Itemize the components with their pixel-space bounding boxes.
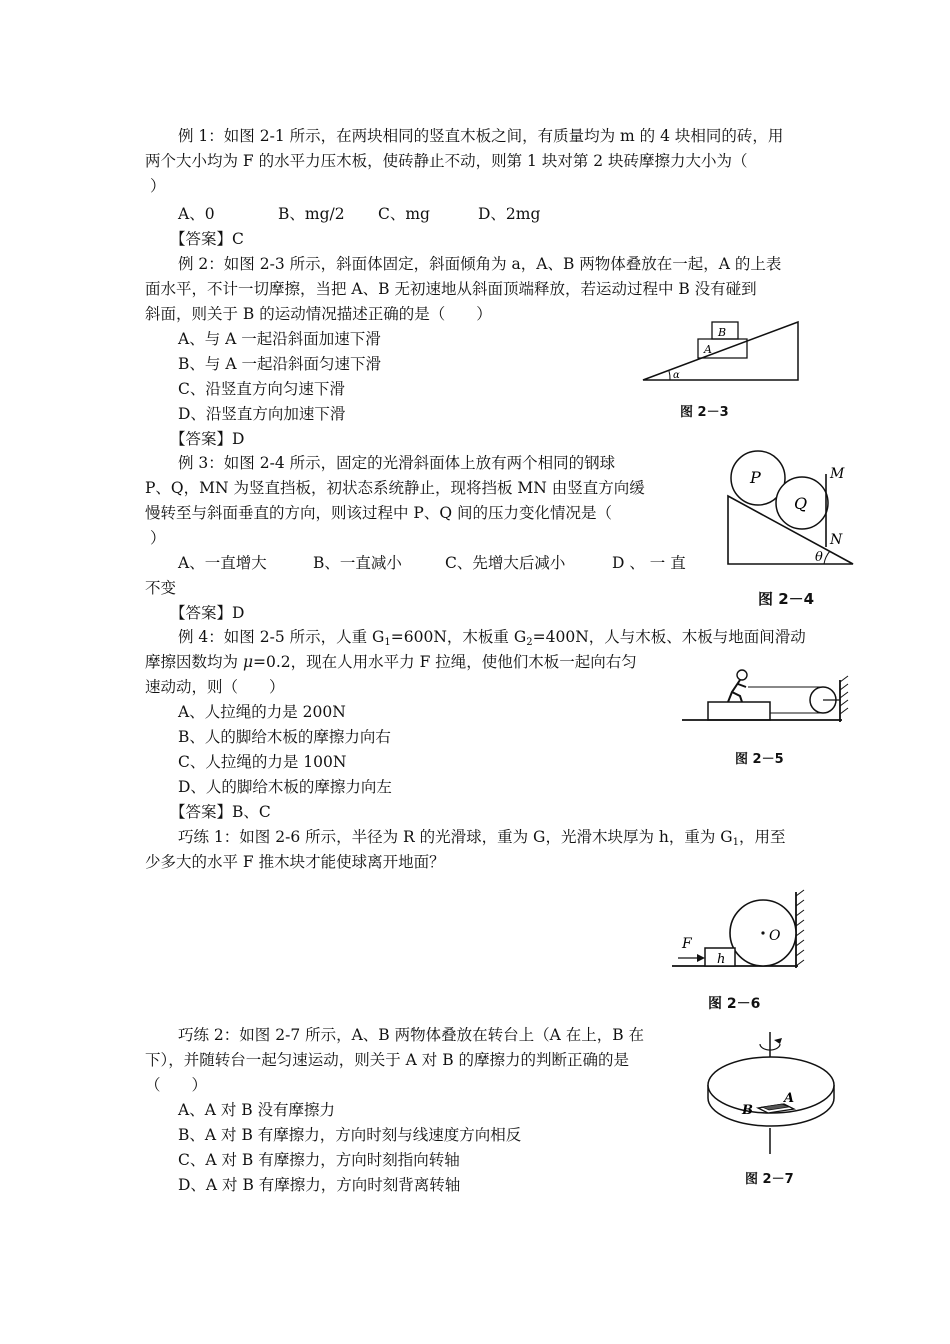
pr2-option-d: D、A 对 B 有摩擦力，方向时刻背离转轴 <box>178 1176 461 1194</box>
label-p: P <box>750 468 761 487</box>
label-a: A <box>784 1091 795 1106</box>
plank <box>708 702 770 720</box>
ex4-line2: 摩擦因数均为 μ=0.2，现在人用水平力 F 拉绳，使他们木板一起向右匀 <box>145 653 637 671</box>
ex4-option-b: B、人的脚给木板的摩擦力向右 <box>178 728 391 746</box>
ex4-option-d: D、人的脚给木板的摩擦力向左 <box>178 778 392 796</box>
turntable-top <box>708 1057 834 1113</box>
pr2-line3: （ ） <box>145 1076 208 1094</box>
ex2-option-b: B、与 A 一起沿斜面匀速下滑 <box>178 355 381 373</box>
label-alpha: α <box>673 370 680 381</box>
man-body <box>728 680 740 702</box>
figure-2-7-turntable <box>702 1030 842 1160</box>
label-m: M <box>830 466 845 482</box>
label-b: B <box>742 1103 753 1118</box>
ex1-option-b: B、mg/2 <box>278 205 345 223</box>
ex1-line1: 例 1：如图 2-1 所示，在两块相同的竖直木板之间，有质量均为 m 的 4 块相同的砖，用 <box>178 127 784 145</box>
label-f: F <box>682 936 692 952</box>
figure-2-4-caption: 图 2－4 <box>758 590 815 608</box>
ex2-answer: 【答案】D <box>170 430 245 448</box>
ball-center <box>761 931 764 934</box>
ex3-option-a: A、一直增大 <box>178 554 267 572</box>
ex1-line2: 两个大小均为 F 的水平力压木板，使砖静止不动，则第 1 块对第 2 块砖摩擦力大小为（ <box>145 152 748 170</box>
ex4-option-c: C、人拉绳的力是 100N <box>178 753 347 771</box>
ex2-option-c: C、沿竖直方向匀速下滑 <box>178 380 345 398</box>
ex1-option-c: C、mg <box>378 205 430 223</box>
label-o: O <box>769 928 781 944</box>
ex3-option-b: B、一直减小 <box>313 554 402 572</box>
figure-2-6-ball-block <box>670 888 810 973</box>
ex2-line1: 例 2：如图 2-3 所示，斜面体固定，斜面倾角为 a，A、B 两物体叠放在一起，A 的上表 <box>178 255 782 273</box>
pr2-option-a: A、A 对 B 没有摩擦力 <box>178 1101 336 1119</box>
label-theta: θ <box>815 550 823 565</box>
ex3-line1: 例 3：如图 2-4 所示，固定的光滑斜面体上放有两个相同的钢球 <box>178 454 616 472</box>
ex1-line3: ） <box>150 177 166 195</box>
figure-2-6-caption: 图 2－6 <box>708 996 761 1012</box>
label-a: A <box>704 343 712 356</box>
pr2-option-b: B、A 对 B 有摩擦力，方向时刻与线速度方向相反 <box>178 1126 522 1144</box>
pr1-line2: 少多大的水平 F 推木块才能使球离开地面？ <box>145 853 445 871</box>
figure-2-3-caption: 图 2－3 <box>680 405 729 420</box>
ex4-line3: 速动动，则（ ） <box>145 678 285 696</box>
ex3-line6: 不变 <box>145 579 177 597</box>
ex2-option-a: A、与 A 一起沿斜面加速下滑 <box>178 330 381 348</box>
ex1-answer: 【答案】C <box>170 230 244 248</box>
ex4-option-a: A、人拉绳的力是 200N <box>178 703 346 721</box>
ex1-option-a: A、0 <box>178 205 215 223</box>
pr1-line1: 巧练 1：如图 2-6 所示，半径为 R 的光滑球，重为 G，光滑木块厚为 h，重为 $G_1$，用至 <box>178 828 786 848</box>
angle-arc <box>669 371 670 380</box>
ex3-option-c: C、先增大后减小 <box>445 554 566 572</box>
ex3-line2: P、Q，MN 为竖直挡板，初状态系统静止，现将挡板 MN 由竖直方向缓 <box>145 479 645 497</box>
angle-arc <box>824 551 830 564</box>
pr2-option-c: C、A 对 B 有摩擦力，方向时刻指向转轴 <box>178 1151 460 1169</box>
ex4-line1: 例 4：如图 2-5 所示，人重 $G_1=600N$，木板重 $G_2=400N$，人与木板、木板与地面间滑动 <box>178 628 806 648</box>
figure-2-4-balls <box>720 446 860 571</box>
label-b: B <box>718 326 727 339</box>
figure-2-5-man-plank <box>680 660 855 732</box>
ex3-answer: 【答案】D <box>170 604 245 622</box>
figure-2-5-caption: 图 2－5 <box>735 752 784 767</box>
label-q: Q <box>794 494 808 513</box>
ex1-option-d: D、2mg <box>478 205 541 223</box>
ex3-option-d: D 、 一 直 <box>612 554 686 572</box>
label-n: N <box>830 532 843 548</box>
ex4-answer: 【答案】B、C <box>170 803 271 821</box>
ex3-line3: 慢转至与斜面垂直的方向，则该过程中 P、Q 间的压力变化情况是（ <box>145 504 612 522</box>
label-h: h <box>717 952 726 967</box>
ex2-option-d: D、沿竖直方向加速下滑 <box>178 405 346 423</box>
figure-2-7-caption: 图 2－7 <box>745 1172 794 1187</box>
ex3-line4: ） <box>150 529 166 547</box>
pr2-line2: 下），并随转台一起匀速运动，则关于 A 对 B 的摩擦力的判断正确的是 <box>145 1051 630 1069</box>
ex2-line2: 面水平，不计一切摩擦，当把 A、B 无初速地从斜面顶端释放，若运动过程中 B 没有碰到 <box>145 280 757 298</box>
man-head <box>737 670 747 680</box>
figure-2-3-incline <box>640 316 805 386</box>
ex2-line3: 斜面，则关于 B 的运动情况描述正确的是（ ） <box>145 305 492 323</box>
pr2-line1: 巧练 2：如图 2-7 所示，A、B 两物体叠放在转台上（A 在上，B 在 <box>178 1026 645 1044</box>
